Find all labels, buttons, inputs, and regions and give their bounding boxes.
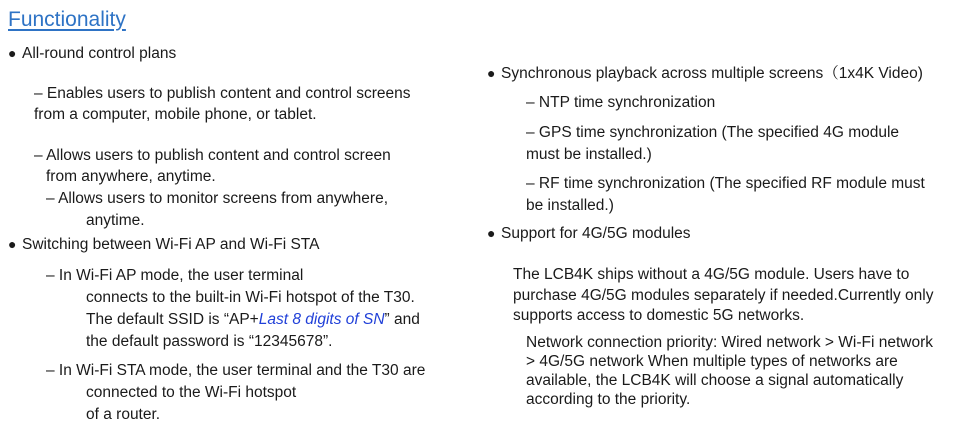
ssid-text-a: The default SSID is “AP+ bbox=[86, 311, 259, 328]
paragraph-line: purchase 4G/5G modules separately if needed.Currently only bbox=[513, 287, 934, 304]
bullet-wifi-switching bbox=[8, 234, 319, 255]
paragraph-line: according to the priority. bbox=[526, 391, 691, 408]
bullet-dot: ● bbox=[487, 225, 496, 241]
paragraph-line: available, the LCB4K will choose a signal automatically bbox=[526, 372, 904, 389]
item-line: connects to the built-in Wi-Fi hotspot of the T30. bbox=[86, 289, 415, 306]
bullet-label: Switching between Wi-Fi AP and Wi-Fi STA bbox=[22, 236, 320, 253]
item-line: – In Wi-Fi STA mode, the user terminal and the T30 are bbox=[46, 362, 426, 379]
item-line: – In Wi-Fi AP mode, the user terminal bbox=[46, 267, 304, 284]
item-line bbox=[86, 309, 420, 330]
item-line: anytime. bbox=[86, 212, 145, 229]
ssid-text-b: ” and bbox=[384, 311, 420, 328]
item-line: – GPS time synchronization (The specified 4G module bbox=[526, 124, 900, 141]
item-line: from a computer, mobile phone, or tablet. bbox=[34, 106, 317, 123]
page-title: Functionality bbox=[8, 8, 126, 31]
bullet-4g5g-support bbox=[487, 223, 691, 244]
item-line: from anywhere, anytime. bbox=[46, 168, 216, 185]
item-line: – Enables users to publish content and control screens bbox=[34, 85, 411, 102]
bullet-dot: ● bbox=[487, 65, 496, 81]
bullet-label: All-round control plans bbox=[22, 45, 177, 62]
item-line: – Allows users to publish content and control screen bbox=[34, 147, 391, 164]
item-line: the default password is “12345678”. bbox=[86, 333, 333, 350]
ssid-sn-highlight: Last 8 digits of SN bbox=[258, 311, 385, 328]
bullet-all-round-control bbox=[8, 43, 176, 64]
bullet-sync-playback bbox=[487, 63, 923, 84]
bullet-label: Support for 4G/5G modules bbox=[501, 225, 691, 242]
bullet-dot: ● bbox=[8, 236, 17, 252]
item-line: – Allows users to monitor screens from anywhere, bbox=[46, 190, 388, 207]
item-line: – RF time synchronization (The specified RF module must bbox=[526, 175, 925, 192]
item-line: must be installed.) bbox=[526, 146, 652, 163]
item-line: of a router. bbox=[86, 406, 161, 423]
paragraph-line: > 4G/5G network When multiple types of networks are bbox=[526, 353, 898, 370]
paragraph-line: The LCB4K ships without a 4G/5G module. Users have to bbox=[513, 266, 910, 283]
item-line: – NTP time synchronization bbox=[526, 94, 716, 111]
bullet-label: Synchronous playback across multiple screens（1x4K Video) bbox=[501, 65, 923, 82]
paragraph-line: Network connection priority: Wired network > Wi-Fi network bbox=[526, 334, 933, 351]
item-line: connected to the Wi-Fi hotspot bbox=[86, 384, 297, 401]
paragraph-line: supports access to domestic 5G networks. bbox=[513, 307, 805, 324]
bullet-dot: ● bbox=[8, 45, 17, 61]
item-line: be installed.) bbox=[526, 197, 614, 214]
